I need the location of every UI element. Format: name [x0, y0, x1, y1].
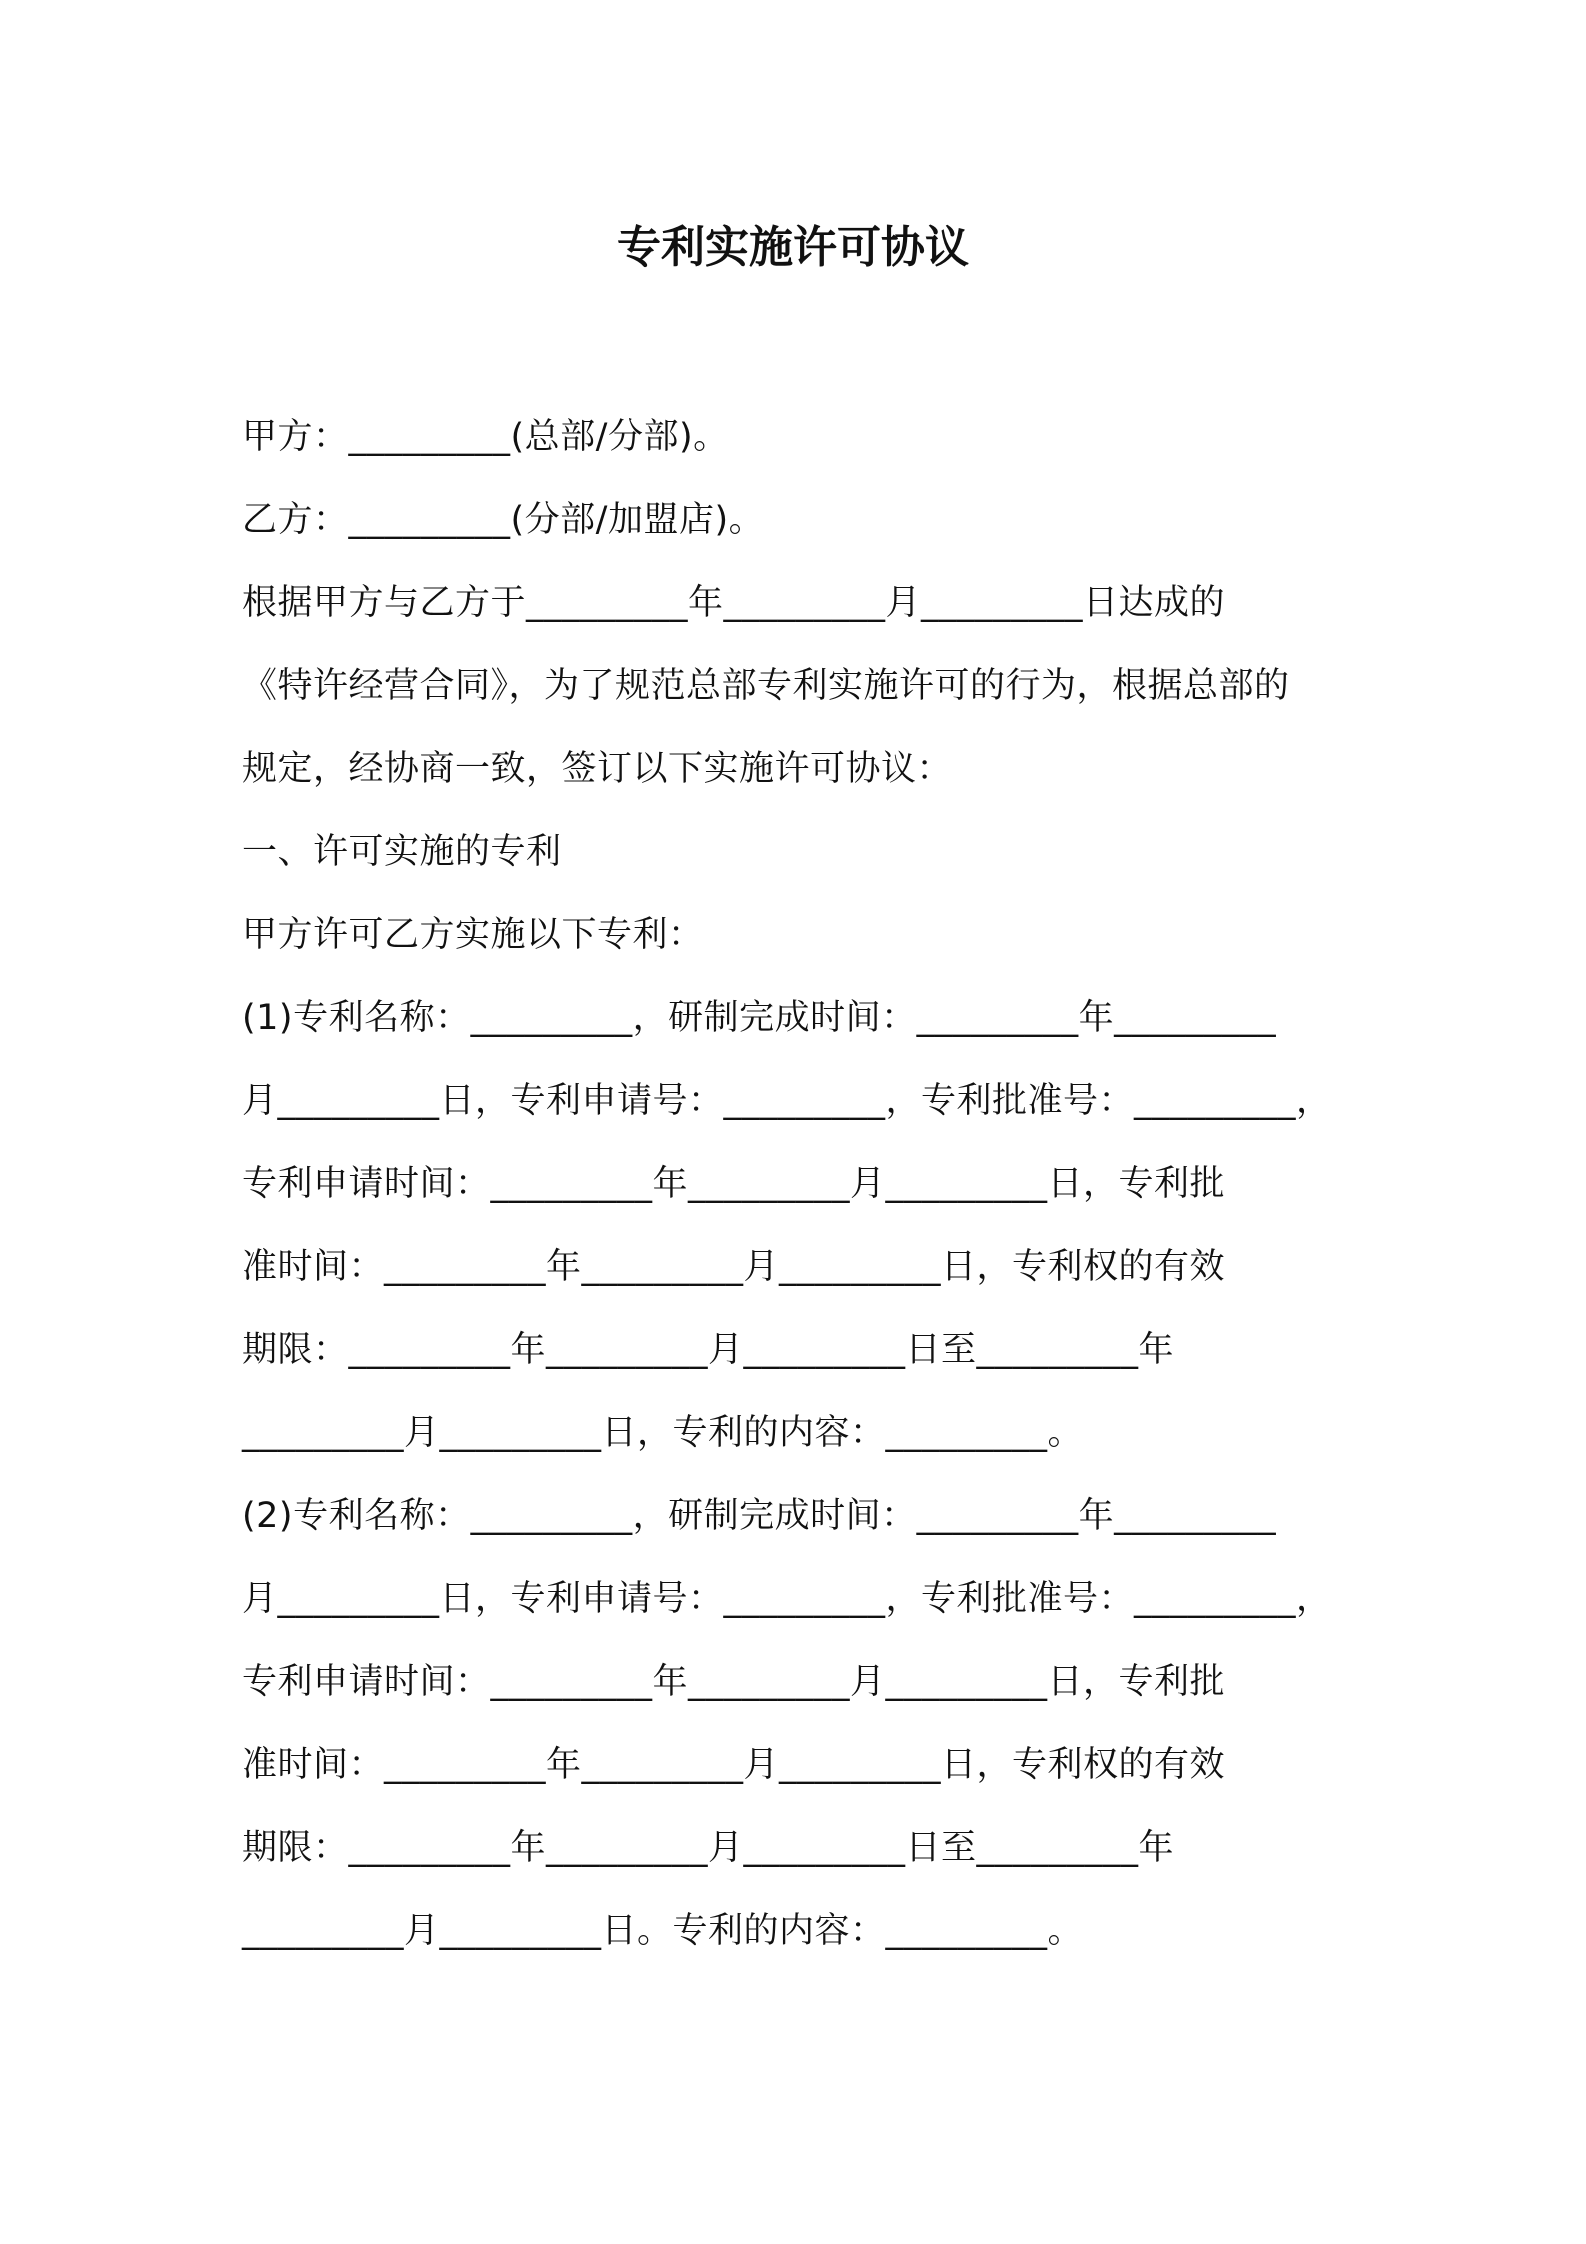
- document-title: 专利实施许可协议: [617, 222, 969, 273]
- patent-2-line: _________月_________日。专利的内容：_________。: [242, 1911, 1084, 1951]
- patent-1-line: 期限：_________年_________月_________日至_________年: [242, 1330, 1175, 1370]
- preamble-line: 规定，经协商一致，签订以下实施许可协议：: [242, 749, 953, 789]
- party-b-line: 乙方：_________(分部/加盟店)。: [242, 500, 765, 540]
- patent-1-line: _________月_________日，专利的内容：_________。: [242, 1413, 1084, 1453]
- patent-2-line: 期限：_________年_________月_________日至_________年: [242, 1828, 1175, 1868]
- party-a-line: 甲方：_________(总部/分部)。: [242, 417, 729, 457]
- patent-2-line: (2)专利名称：_________，研制完成时间：_________年_________: [242, 1496, 1277, 1536]
- patent-1-line: (1)专利名称：_________，研制完成时间：_________年_________: [242, 998, 1277, 1038]
- patent-1-line: 准时间：_________年_________月_________日，专利权的有效: [242, 1247, 1226, 1287]
- preamble-line: 《特许经营合同》，为了规范总部专利实施许可的行为，根据总部的: [242, 666, 1290, 706]
- body-line: 甲方许可乙方实施以下专利：: [242, 915, 704, 955]
- patent-2-line: 月_________日，专利申请号：_________，专利批准号：_________，: [242, 1579, 1332, 1619]
- patent-2-line: 准时间：_________年_________月_________日，专利权的有效: [242, 1745, 1226, 1785]
- section-heading: 一、许可实施的专利: [242, 832, 562, 872]
- patent-1-line: 专利申请时间：_________年_________月_________日，专利批: [242, 1164, 1226, 1204]
- patent-2-line: 专利申请时间：_________年_________月_________日，专利批: [242, 1662, 1226, 1702]
- patent-1-line: 月_________日，专利申请号：_________，专利批准号：_________，: [242, 1081, 1332, 1121]
- preamble-line: 根据甲方与乙方于_________年_________月_________日达成的: [242, 583, 1226, 623]
